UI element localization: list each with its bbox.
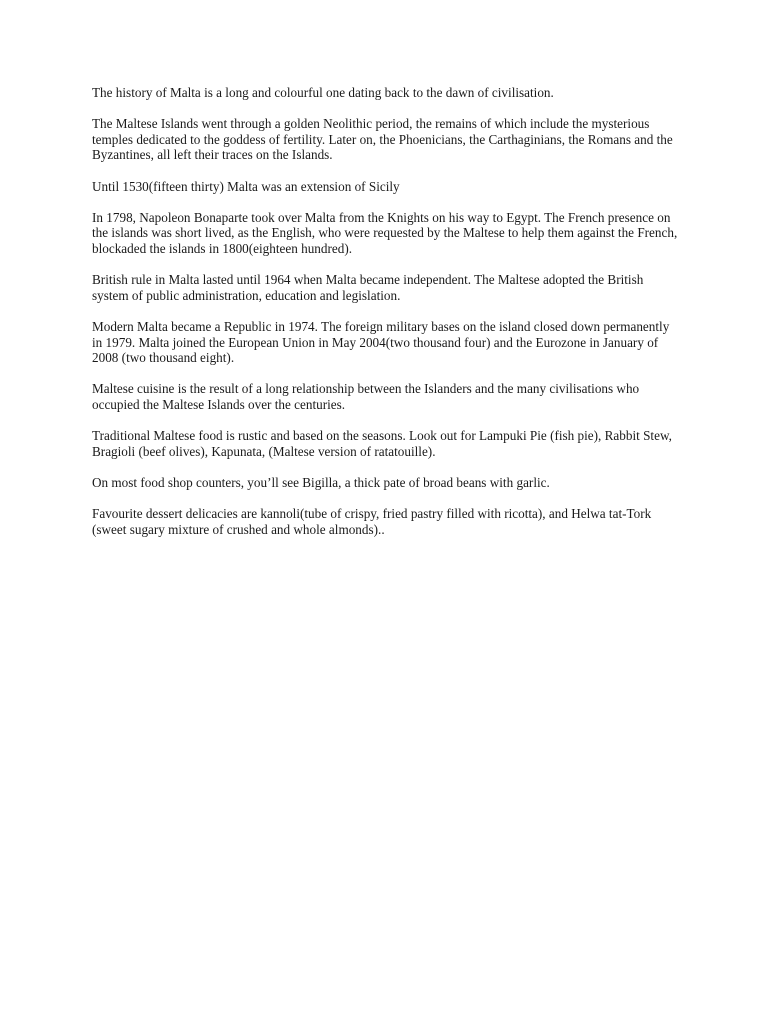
paragraph-traditional-food: Traditional Maltese food is rustic and based on the seasons. Look out for Lampuki Pie (fish pie), Rabbit Stew, Bragioli (beef olives), Kapunata, (Maltese version of ratatouille).	[92, 428, 672, 459]
paragraph-desserts: Favourite dessert delicacies are kannoli(tube of crispy, fried pastry filled with ricotta), and Helwa tat-Tork (sweet sugary mixture of crushed and whole almonds)..	[92, 506, 652, 537]
paragraph-napoleon: In 1798, Napoleon Bonaparte took over Malta from the Knights on his way to Egypt. The French presence on the islands was short lived, as the English, who were requested by the Maltese to help them against the French, blockaded the islands in 1800(eighteen hundred).	[92, 209, 678, 256]
paragraph-british-rule: British rule in Malta lasted until 1964 when Malta became independent. The Maltese adopted the British system of public administration, education and legislation.	[92, 272, 644, 303]
paragraph-neolithic: The Maltese Islands went through a golden Neolithic period, the remains of which include the mysterious temples dedicated to the goddess of fertility. Later on, the Phoenicians, the Carthaginians, the Romans and the Byzantines, all left their traces on the Islands.	[92, 116, 673, 163]
paragraph-cuisine: Maltese cuisine is the result of a long relationship between the Islanders and the many civilisations who occupied the Maltese Islands over the centuries.	[92, 381, 640, 412]
paragraph-history-intro: The history of Malta is a long and colourful one dating back to the dawn of civilisation.	[92, 85, 554, 100]
document-body	[92, 85, 682, 553]
paragraph-modern-malta: Modern Malta became a Republic in 1974. The foreign military bases on the island closed down permanently in 1979. Malta joined the European Union in May 2004(two thousand four) and the Eurozone in January of 2008 (two thousand eight).	[92, 318, 670, 366]
paragraph-sicily: Until 1530(fifteen thirty) Malta was an extension of Sicily	[92, 178, 400, 194]
paragraph-bigilla: On most food shop counters, you’ll see Bigilla, a thick pate of broad beans with garlic.	[92, 474, 550, 490]
